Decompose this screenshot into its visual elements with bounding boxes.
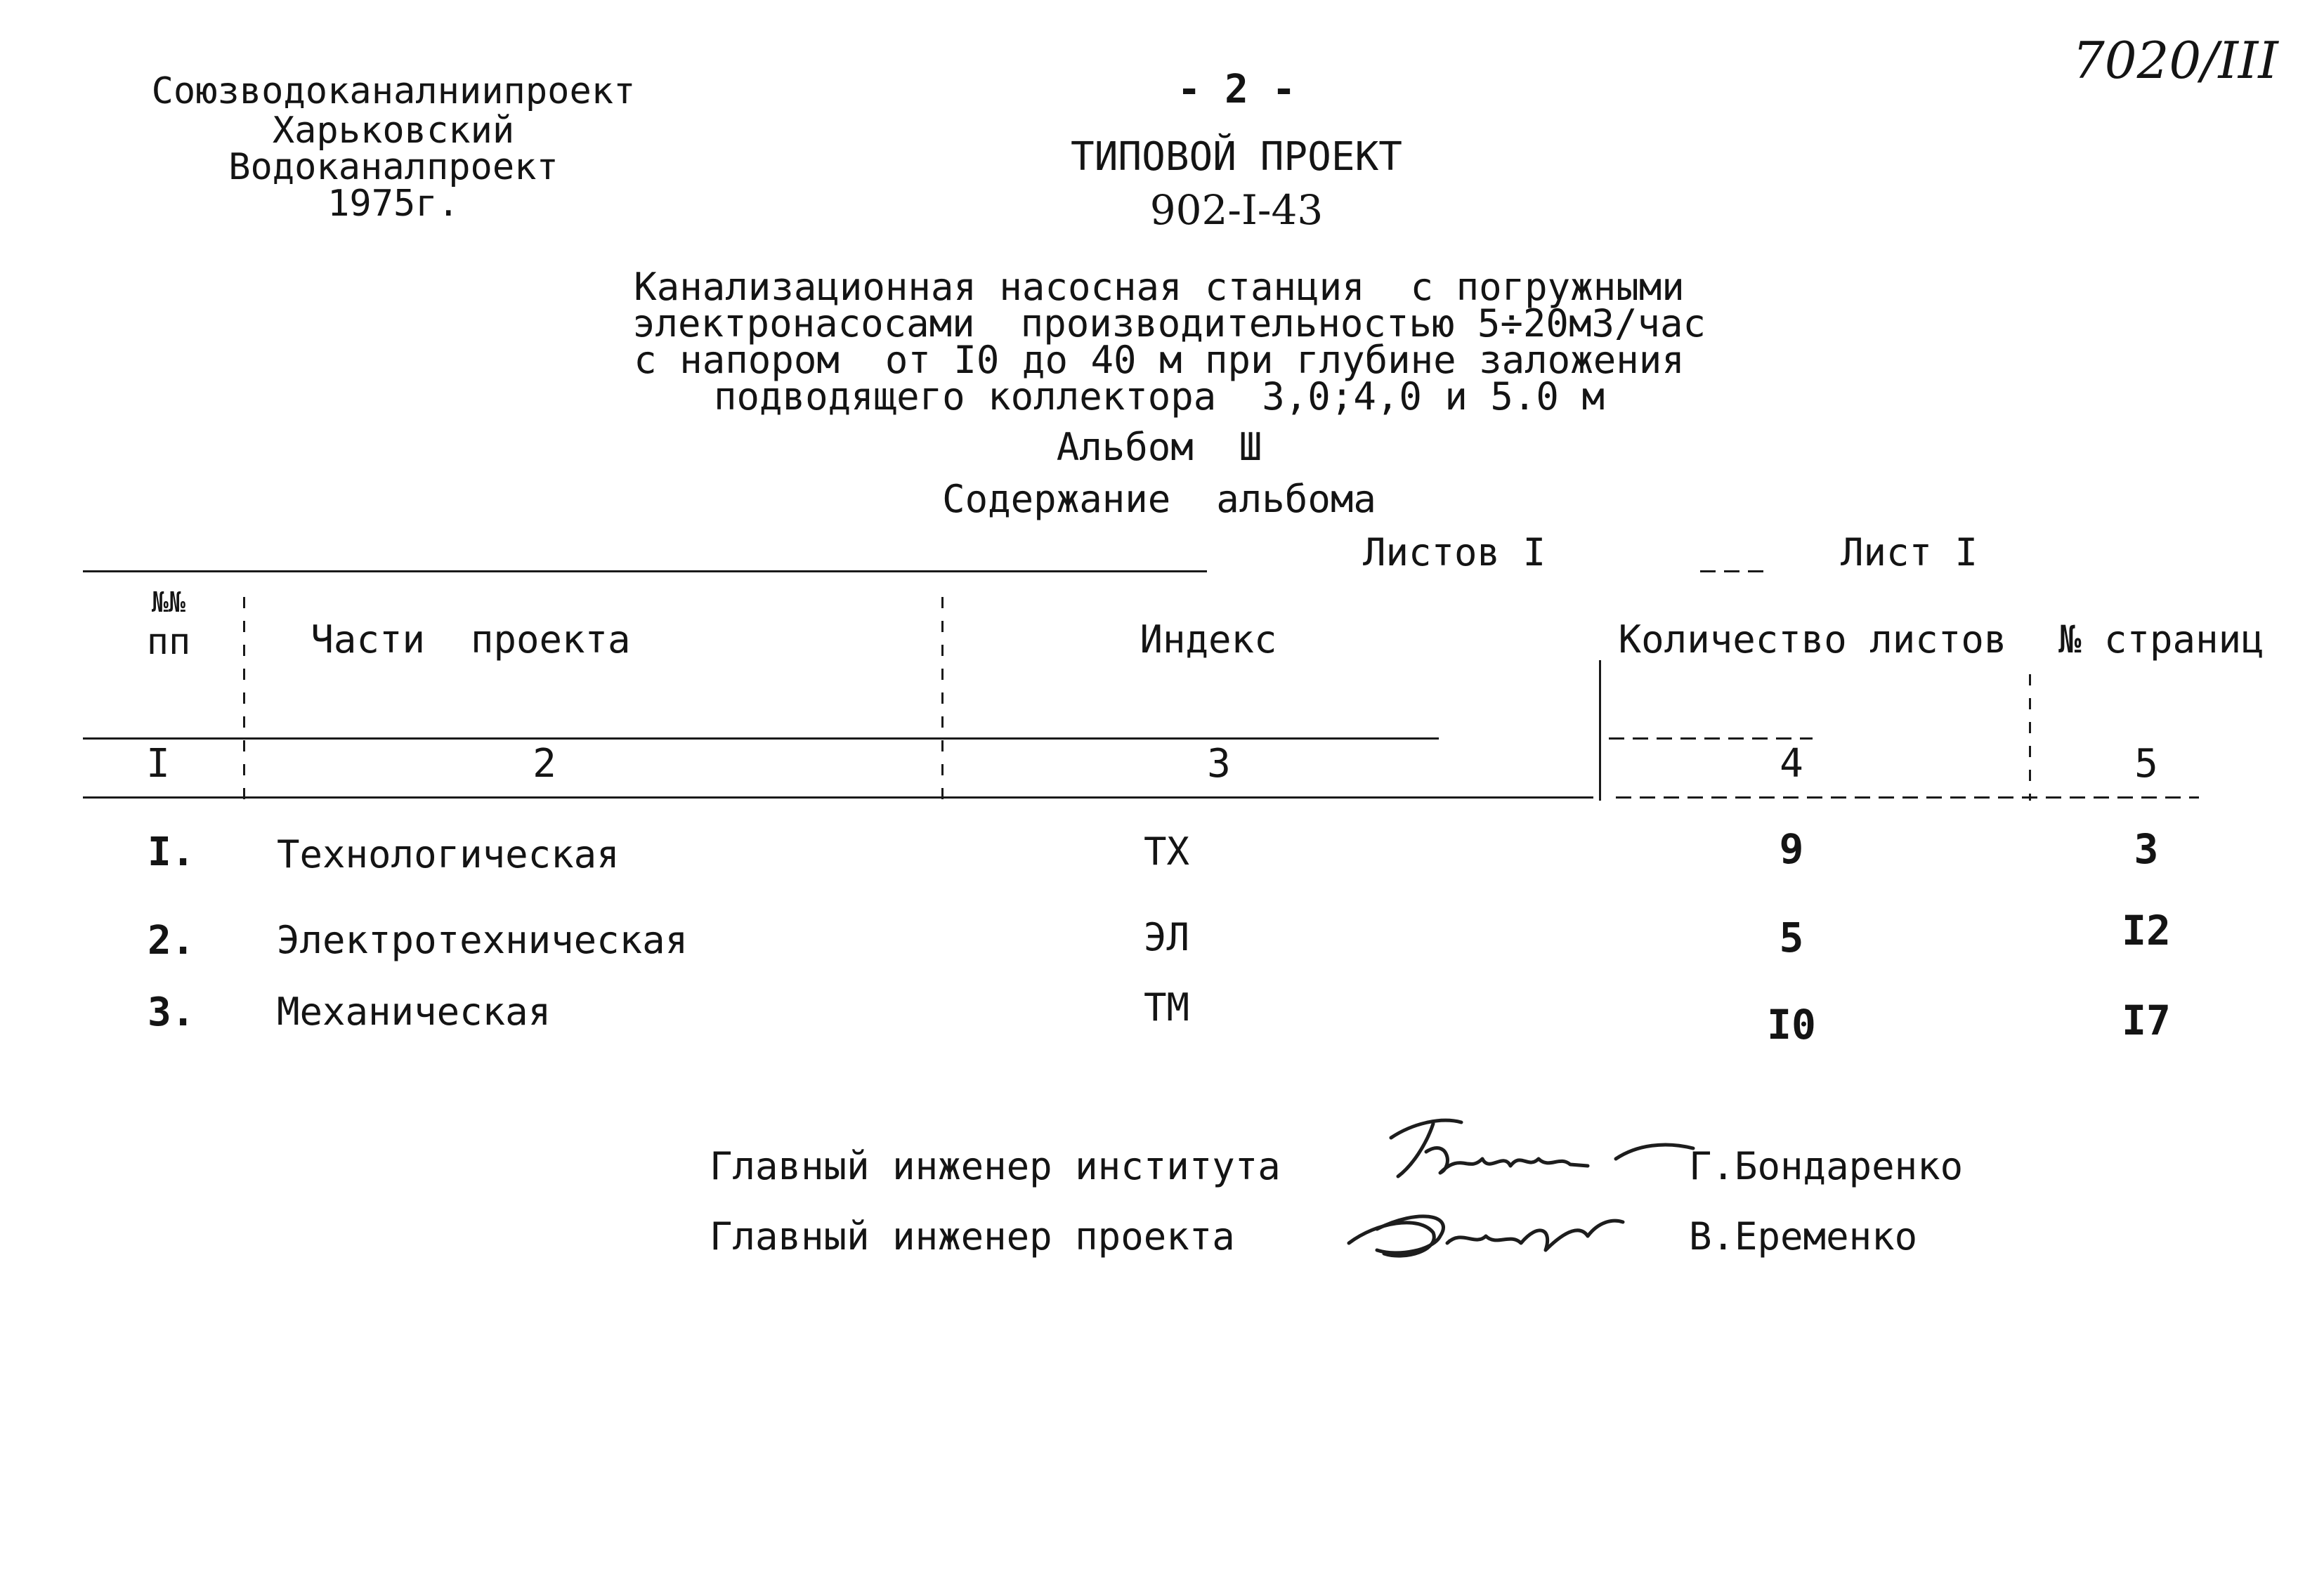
sheet-current: Лист I bbox=[1841, 530, 1978, 574]
row-1-number: I. bbox=[148, 829, 195, 875]
row-3-pages: I7 bbox=[2122, 997, 2171, 1044]
description-line-2: электронасосами производительностью 5÷20м3/час bbox=[632, 301, 1706, 346]
org-dept: Водоканалпроект bbox=[228, 146, 559, 188]
contents-title: Содержание альбома bbox=[942, 477, 1376, 521]
org-city: Харьковский bbox=[272, 110, 515, 152]
row-2-sheets: 5 bbox=[1779, 914, 1804, 961]
description-line-1: Канализационная насосная станция с погружными bbox=[634, 265, 1685, 309]
row-3-part: Механическая bbox=[277, 990, 551, 1034]
table-top-rule bbox=[83, 570, 1207, 572]
page-number: - 2 - bbox=[1177, 67, 1296, 112]
signature-1-role: Главный инженер института bbox=[710, 1144, 1281, 1188]
header-index: Индекс bbox=[1140, 617, 1277, 662]
row-1-index: ТХ bbox=[1144, 829, 1190, 874]
signature-2-handwriting bbox=[1335, 1194, 1630, 1271]
header-number-line1: №№ bbox=[151, 586, 186, 619]
row-1-part: Технологическая bbox=[277, 832, 620, 876]
row-1-sheets: 9 bbox=[1779, 825, 1804, 873]
column-number-2: 2 bbox=[533, 741, 556, 787]
table-numbers-rule bbox=[83, 796, 1593, 799]
table-col-divider-3 bbox=[1599, 660, 1601, 801]
sheets-total: Листов I bbox=[1363, 530, 1546, 574]
row-2-index: ЭЛ bbox=[1144, 915, 1190, 959]
table-header-rule-dashed bbox=[1609, 737, 1813, 740]
archive-mark: 7020/III bbox=[2072, 31, 2278, 90]
table-col-divider-1 bbox=[243, 597, 245, 801]
org-year: 1975г. bbox=[327, 183, 459, 225]
project-code: 902-I-43 bbox=[1149, 186, 1324, 234]
album-title: Альбом Ш bbox=[1056, 425, 1262, 469]
row-1-pages: 3 bbox=[2134, 825, 2159, 873]
column-number-1: I bbox=[146, 741, 170, 787]
row-2-part: Электротехническая bbox=[277, 918, 688, 962]
description-line-3: с напором от I0 до 40 м при глубине заложения bbox=[634, 338, 1685, 382]
row-3-index: ТМ bbox=[1144, 985, 1190, 1030]
header-parts: Части проекта bbox=[311, 617, 631, 662]
table-top-rule-dashed bbox=[1700, 570, 1770, 572]
signature-2-name: В.Еременко bbox=[1689, 1214, 1918, 1259]
table-col-divider-2 bbox=[941, 597, 944, 801]
signature-2-role: Главный инженер проекта bbox=[710, 1214, 1235, 1259]
table-header-rule bbox=[83, 737, 1439, 740]
row-3-sheets: I0 bbox=[1767, 1001, 1816, 1049]
row-2-number: 2. bbox=[148, 918, 195, 964]
signature-1-name: Г.Бондаренко bbox=[1689, 1144, 1964, 1188]
header-pages: № страниц bbox=[2058, 617, 2264, 662]
column-number-5: 5 bbox=[2134, 741, 2158, 787]
table-numbers-rule-dashed bbox=[1616, 796, 2199, 799]
row-2-pages: I2 bbox=[2122, 907, 2171, 954]
description-line-4: подводящего коллектора 3,0;4,0 и 5.0 м bbox=[714, 374, 1605, 419]
column-number-4: 4 bbox=[1780, 741, 1803, 787]
row-3-number: 3. bbox=[148, 990, 195, 1035]
doc-type: ТИПОВОЙ ПРОЕКТ bbox=[1070, 134, 1402, 180]
header-number-line2: пп bbox=[146, 621, 191, 663]
org-name: Союзводоканалниипроект bbox=[151, 70, 636, 112]
signature-1-handwriting bbox=[1384, 1110, 1714, 1187]
column-number-3: 3 bbox=[1207, 741, 1231, 787]
table-col-divider-4 bbox=[2029, 674, 2031, 801]
header-sheet-count: Количество листов bbox=[1618, 617, 2007, 662]
